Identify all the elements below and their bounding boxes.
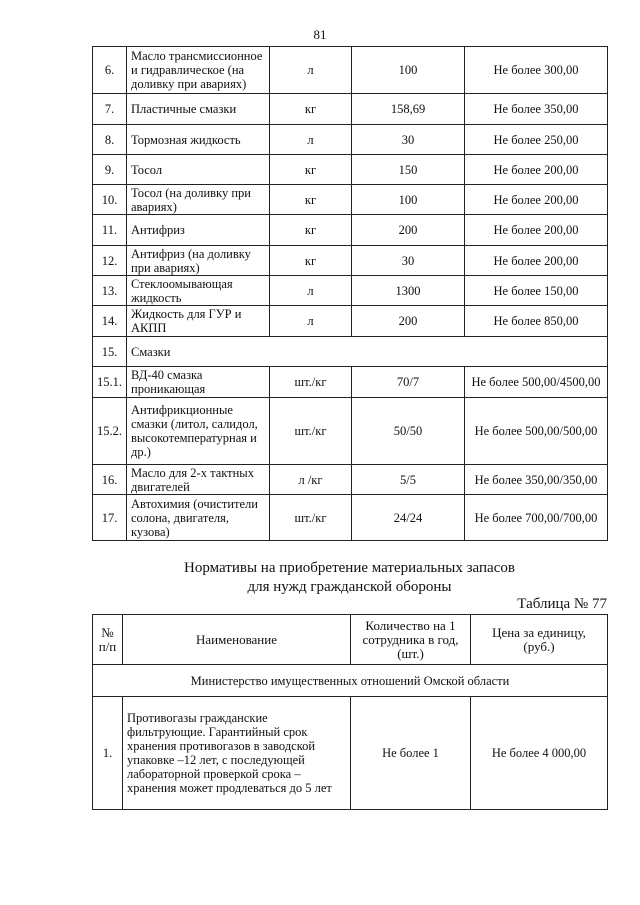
row-price: Не более 500,00/500,00: [465, 398, 608, 465]
section-row: [93, 665, 608, 697]
row-name: Масло трансмиссионное и гидравлическое (на доливку при авариях): [127, 47, 270, 94]
row-num: 16.: [93, 465, 127, 495]
row-name: Тосол: [127, 155, 270, 185]
table-row: [93, 185, 608, 215]
row-unit: л /кг: [270, 465, 352, 495]
row-qty: 24/24: [352, 495, 465, 541]
table-row: [93, 337, 608, 367]
row-qty: 1300: [352, 276, 465, 306]
row-unit: шт./кг: [270, 367, 352, 398]
header-name: Наименование: [123, 615, 351, 665]
row-price: Не более 500,00/4500,00: [465, 367, 608, 398]
row-name: Антифрикционные смазки (литол, салидол, высокотемпературная и др.): [127, 398, 270, 465]
row-price: Не более 200,00: [465, 215, 608, 246]
table-row: [93, 215, 608, 246]
row-price: Не более 350,00/350,00: [465, 465, 608, 495]
row-qty: 150: [352, 155, 465, 185]
row-price: Не более 850,00: [465, 306, 608, 337]
row-name: Противогазы гражданские фильтрующие. Гарантийный срок хранения противогазов в заводской упаковке –12 лет, с последующей лабораторной проверкой срока – хранения может продлеваться до 5 лет: [123, 697, 351, 810]
row-num: 11.: [93, 215, 127, 246]
row-qty: 158,69: [352, 94, 465, 125]
table-row: [93, 94, 608, 125]
row-num: 15.1.: [93, 367, 127, 398]
row-price: Не более 150,00: [465, 276, 608, 306]
row-num: 9.: [93, 155, 127, 185]
row-num: 15.: [93, 337, 127, 367]
row-unit: шт./кг: [270, 398, 352, 465]
row-price: Не более 200,00: [465, 246, 608, 276]
row-unit: л: [270, 276, 352, 306]
table-row: [93, 47, 608, 94]
table-row: [93, 465, 608, 495]
row-unit: кг: [270, 94, 352, 125]
header-price: Цена за единицу, (руб.): [471, 615, 608, 665]
row-num: 1.: [93, 697, 123, 810]
row-qty: 100: [352, 47, 465, 94]
table-row: [93, 276, 608, 306]
row-num: 8.: [93, 125, 127, 155]
row-name: Автохимия (очистители солона, двигателя, кузова): [127, 495, 270, 541]
table-row: [93, 306, 608, 337]
table-row: [93, 246, 608, 276]
table-header-row: [93, 615, 608, 665]
row-qty: 200: [352, 306, 465, 337]
table-row: [93, 367, 608, 398]
row-qty: 70/7: [352, 367, 465, 398]
row-name: Пластичные смазки: [127, 94, 270, 125]
row-name: Смазки: [127, 337, 608, 367]
row-unit: кг: [270, 185, 352, 215]
row-num: 13.: [93, 276, 127, 306]
row-name: Антифриз (на доливку при авариях): [127, 246, 270, 276]
row-unit: кг: [270, 215, 352, 246]
table-number: Таблица № 77: [517, 596, 607, 612]
row-num: 15.2.: [93, 398, 127, 465]
materials-table: [92, 46, 608, 541]
row-qty: 50/50: [352, 398, 465, 465]
row-unit: шт./кг: [270, 495, 352, 541]
row-price: Не более 200,00: [465, 155, 608, 185]
row-qty: Не более 1: [351, 697, 471, 810]
row-name: Стеклоомывающая жидкость: [127, 276, 270, 306]
row-name: ВД-40 смазка проникающая: [127, 367, 270, 398]
row-name: Жидкость для ГУР и АКПП: [127, 306, 270, 337]
row-num: 7.: [93, 94, 127, 125]
row-qty: 30: [352, 125, 465, 155]
civil-defense-table: [92, 614, 608, 810]
row-price: Не более 4 000,00: [471, 697, 608, 810]
row-unit: кг: [270, 246, 352, 276]
table-row: [93, 495, 608, 541]
table-row: [93, 125, 608, 155]
section-heading-line1: Нормативы на приобретение материальных запасов: [184, 560, 515, 576]
row-unit: кг: [270, 155, 352, 185]
row-name: Тосол (на доливку при авариях): [127, 185, 270, 215]
row-price: Не более 300,00: [465, 47, 608, 94]
row-price: Не более 200,00: [465, 185, 608, 215]
row-name: Масло для 2-х тактных двигателей: [127, 465, 270, 495]
header-qty: Количество на 1 сотрудника в год, (шт.): [351, 615, 471, 665]
row-price: Не более 250,00: [465, 125, 608, 155]
row-name: Антифриз: [127, 215, 270, 246]
table-row: [93, 398, 608, 465]
section-label: Министерство имущественных отношений Омской области: [93, 665, 608, 697]
row-unit: л: [270, 125, 352, 155]
row-qty: 5/5: [352, 465, 465, 495]
row-qty: 200: [352, 215, 465, 246]
page-number: 81: [313, 27, 327, 42]
row-price: Не более 700,00/700,00: [465, 495, 608, 541]
table-row: [93, 155, 608, 185]
row-name: Тормозная жидкость: [127, 125, 270, 155]
row-num: 14.: [93, 306, 127, 337]
row-qty: 30: [352, 246, 465, 276]
row-num: 6.: [93, 47, 127, 94]
row-unit: л: [270, 306, 352, 337]
row-qty: 100: [352, 185, 465, 215]
table-row: [93, 697, 608, 810]
section-heading-line2: для нужд гражданской обороны: [247, 579, 452, 595]
row-num: 10.: [93, 185, 127, 215]
row-num: 12.: [93, 246, 127, 276]
row-num: 17.: [93, 495, 127, 541]
header-num: № п/п: [93, 615, 123, 665]
row-unit: л: [270, 47, 352, 94]
row-price: Не более 350,00: [465, 94, 608, 125]
